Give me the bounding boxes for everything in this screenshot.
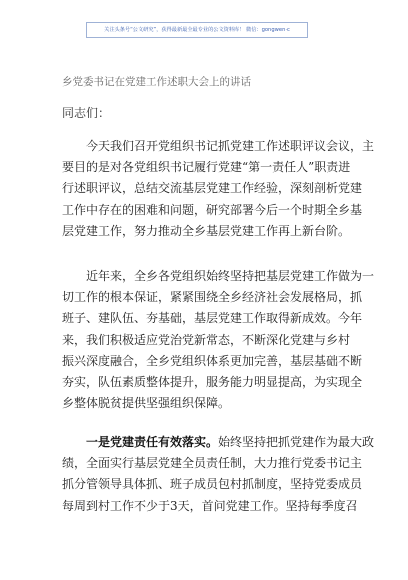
header-banner: 关注头条号“公文研究”，获得最新最全最专业的公文资料库！ 微信：gongwen·c: [86, 22, 308, 38]
paragraph-line: 近年来，全乡各党组织始终坚持把基层党建工作做为一: [86, 269, 375, 283]
paragraph-2: [62, 266, 375, 414]
paragraph-line: 来，我们积极适应党治党新常态，不断深化党建与乡村: [62, 332, 351, 347]
document-title: 乡党委书记在党建工作述职大会上的讲话: [62, 76, 251, 88]
paragraph-line: 班子、建队伍、夯基础，基层党建工作取得新成效。今年: [62, 311, 363, 326]
paragraph-bold-lead: 一是党建责任有效落实。: [86, 435, 219, 449]
paragraph-line: 绩，全面实行基层党建全员责任制，大力推行党委书记主: [62, 456, 363, 471]
paragraph-line: 夯实，队伍素质整体提升，服务能力明显提高，为实现全: [62, 374, 363, 389]
paragraph-line: [62, 432, 375, 453]
paragraph-1: [62, 136, 375, 242]
paragraph-line: 层党建工作，努力推动全乡基层党建工作再上新台阶。: [62, 223, 351, 238]
paragraph-line: 工作中存在的困难和问题，研究部署今后一个时期全乡基: [62, 202, 363, 217]
paragraph-line-rest: 始终坚持把抓党建作为最大政: [218, 435, 375, 449]
paragraph-line: 今天我们召开党组织书记抓党建工作述职评议会议，主: [86, 139, 375, 153]
paragraph-line: 要目的是对各党组织书记履行党建“第一责任人”职责进: [62, 160, 351, 175]
paragraph-line: 行述职评议，总结交流基层党建工作经验，深刻剖析党建: [62, 181, 363, 196]
paragraph-line: 每周到村工作不少于3天，首问党建工作。坚持每季度召: [62, 498, 358, 513]
paragraph-line: 振兴深度融合，全乡党组织体系更加完善，基层基础不断: [62, 353, 363, 368]
paragraph-line: 切工作的根本保证，紧紧围绕全乡经济社会发展格局，抓: [62, 290, 363, 305]
paragraph-3: [62, 432, 375, 517]
paragraph-line: 抓分管领导具体抓、班子成员包村抓制度，坚持党委成员: [62, 477, 363, 492]
paragraph-line: 乡整体脱贫提供坚强组织保障。: [62, 396, 231, 411]
salutation: 同志们：: [62, 106, 111, 120]
